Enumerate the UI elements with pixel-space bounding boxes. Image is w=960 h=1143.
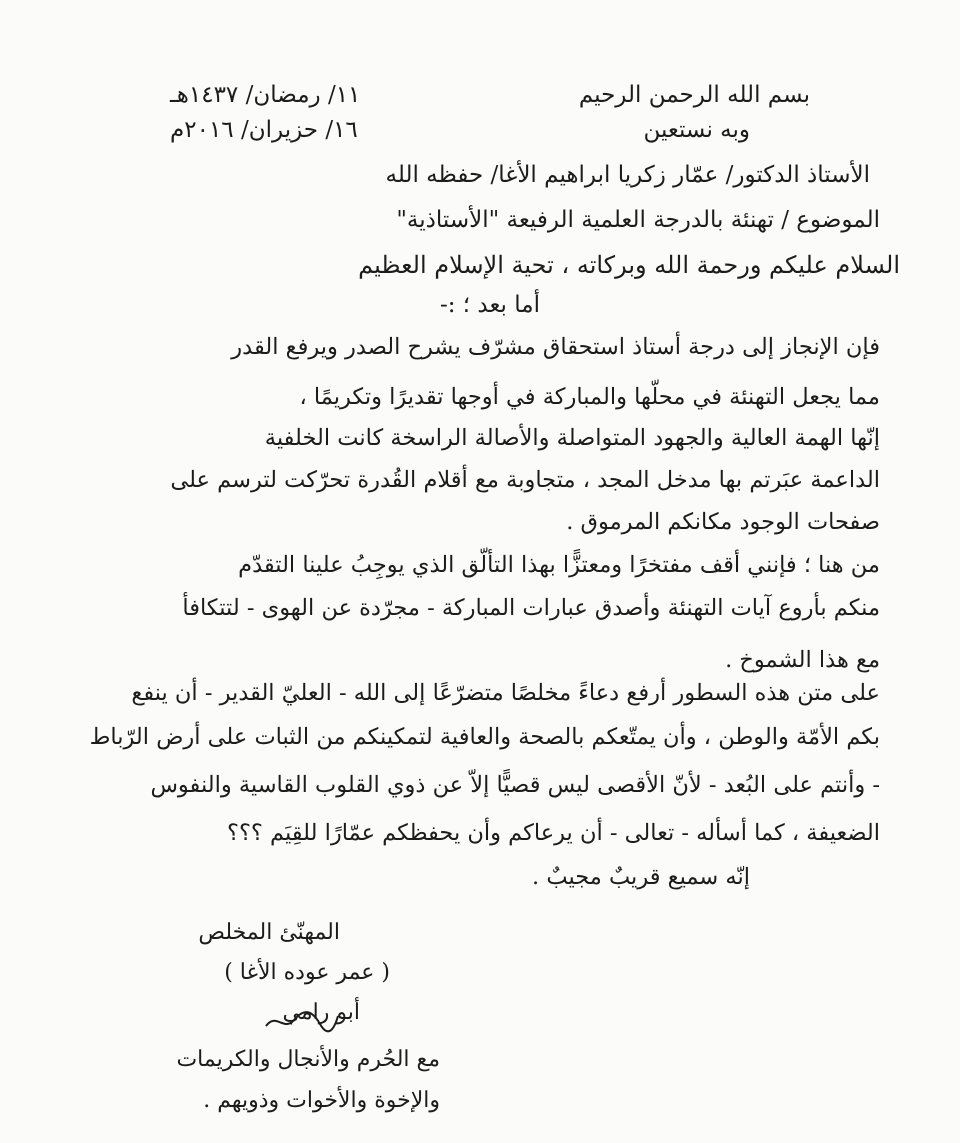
body-line: فإن الإنجاز إلى درجة أستاذ استحقاق مشرّف يشرح الصدر ويرفع القدر [231, 334, 880, 360]
body-line: منكم بأروع آيات التهنئة وأصدق عبارات المباركة - مجرّدة عن الهوى - لتتكافأ [182, 595, 880, 621]
body-line: - وأنتم على البُعد - لأنّ الأقصى ليس قصيًّا إلاّ عن ذوي القلوب القاسية والنفوس [150, 772, 880, 798]
body-line: من هنا ؛ فإنني أقف مفتخرًا ومعتزًّا بهذا التألّق الذي يوجِبُ علينا التقدّم [238, 552, 880, 578]
greeting-line: السلام عليكم ورحمة الله وبركاته ، تحية الإسلام العظيم [358, 251, 900, 279]
date-hijri: ١١/ رمضان/ ١٤٣٧هـ [170, 82, 361, 108]
signature-name: ( عمر عوده الأغا ) [224, 960, 390, 985]
signature-regards-1: مع الحُرم والأنجال والكريمات [176, 1047, 440, 1072]
wabihi-line: وبه نستعين [643, 117, 750, 143]
basmala: بسم الله الرحمن الرحيم [578, 82, 810, 108]
body-line: على متن هذه السطور أرفع دعاءً مخلصًا متضرّعًا إلى الله - العليّ القدير - أن ينفع [131, 680, 880, 706]
amma-bad-line: أما بعد ؛ :- [439, 292, 540, 318]
body-line: مع هذا الشموخ . [725, 647, 880, 673]
body-line: الداعمة عبَرتم بها مدخل المجد ، متجاوبة مع أقلام القُدرة تحرّكت لترسم على [170, 467, 880, 493]
body-line: إنّه سميع قريبٌ مجيبٌ . [532, 864, 750, 890]
body-line: مما يجعل التهنئة في محلّها والمباركة في أوجها تقديرًا وتكريمًا ، [299, 384, 880, 410]
body-line: بكم الأمّة والوطن ، وأن يمتّعكم بالصحة والعافية لتمكينكم من الثبات على أرض الرّباط [89, 724, 880, 750]
handwritten-signature-mark [262, 1006, 342, 1036]
recipient-line: الأستاذ الدكتور/ عمّار زكريا ابراهيم الأغا/ حفظه الله [385, 162, 870, 188]
date-gregorian: ١٦/ حزيران/ ٢٠١٦م [170, 117, 358, 143]
signature-regards-2: والإخوة والأخوات وذويهم . [203, 1088, 440, 1113]
signature-closing: المهنّئ المخلص [198, 920, 340, 945]
body-line: صفحات الوجود مكانكم المرموق . [566, 509, 880, 535]
subject-line: الموضوع / تهنئة بالدرجة العلمية الرفيعة "الأستاذية" [396, 207, 880, 233]
body-line: إنّها الهمة العالية والجهود المتواصلة والأصالة الراسخة كانت الخلفية [264, 425, 880, 451]
body-line: الضعيفة ، كما أسأله - تعالى - أن يرعاكم وأن يحفظكم عمّارًا للقِيَم ؟؟؟ [227, 820, 880, 846]
signature-kunya: أبو رامي [282, 1000, 360, 1025]
